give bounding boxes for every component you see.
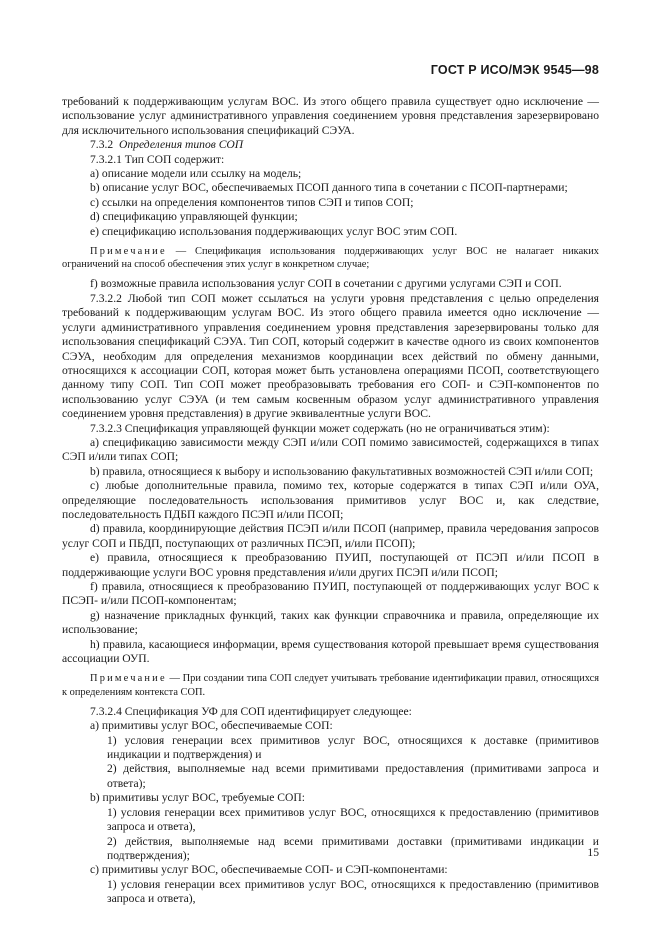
list-item: f) правила, относящиеся к преобразованию ПУИП, поступающей от поддерживающих услуг ВОС к ПСЭП- и/или ПСОП-компонентам; <box>62 580 599 608</box>
note-text: — При создании типа СОП следует учитывать требование идентификации правил, относящихся к определениям контекста СОП. <box>62 673 599 698</box>
standard-header: ГОСТ Р ИСО/МЭК 9545—98 <box>430 63 599 77</box>
list-item: d) спецификацию управляющей функции; <box>90 210 298 224</box>
list-item: c) ссылки на определения компонентов типов СЭП и типов СОП; <box>90 195 414 209</box>
list-item: h) правила, касающиеся информации, время существования которой превышает время существования ассоциации ОУП. <box>62 637 599 666</box>
list-item: d) правила, координирующие действия ПСЭП и/или ПСОП (например, правила чередования запросов услуг СОП и ПБДП, поступающих от различных ПСЭП, и/или ПСОП); <box>62 522 599 550</box>
paragraph: 7.3.2.2 Любой тип СОП может ссылаться на услуги уровня представления с целью определения требований к поддерживающим услугам ВОС. Из этого общего правила имеется одно исключение — услуги административного управления соединением уровня представления зарезервированы только для использования спецификаций СЭУА. Тип СОП, который содержит в качестве одного из своих компонентов СЭУА, необходим для определения механизмов координации всех действий по обмену данными, относящихся к ассоциации СОП, которая может быть установлена операциями ПСОП, соответствующего данному типу СОП. Тип СОП может преобразовывать требования его СОП- и СЭП-компонентов по использованию услуг СЭУА (и тем самым косвенным образом услуг административного управления соединением уровня представления) в другие эквивалентные услуги ВОС. <box>62 291 599 421</box>
list-item: b) правила, относящиеся к выбору и использованию факультативных возможностей СЭП и/или СОП; <box>90 464 594 478</box>
sub-list-item: 2) действия, выполняемые над всеми примитивами предоставления (примитивами запроса и ответа); <box>107 762 599 790</box>
list-item: b) описание услуг ВОС, обеспечиваемых ПСОП данного типа в сочетании с ПСОП-партнерами; <box>90 181 568 195</box>
section-heading-7-3-2 <box>62 138 599 152</box>
list-item: e) правила, относящиеся к преобразованию ПУИП, поступающей от ПСЭП и/или ПСОП в поддерживающие услуги ВОС уровня представления и/или других ПСЭП и/или ПСОП; <box>62 551 599 579</box>
paragraph: 7.3.2.3 Спецификация управляющей функции может содержать (но не ограничиваться этим): <box>90 421 550 435</box>
list-item: b) примитивы услуг ВОС, требуемые СОП: <box>90 791 305 805</box>
list-item: g) назначение прикладных функций, таких как функции справочника и правила, определяющие их использование; <box>62 608 599 637</box>
sub-list-item: 1) условия генерации всех примитивов услуг ВОС, относящихся к предоставлению (примитивов запроса и ответа), <box>107 805 599 834</box>
page-number: 15 <box>587 846 599 859</box>
sub-list-item: 1) условия генерации всех примитивов услуг ВОС, относящихся к доставке (примитивов индикации и подтверждения) и <box>107 733 599 762</box>
section-number: 7.3.2 <box>90 138 114 152</box>
list-item: e) спецификацию использования поддерживающих услуг ВОС этим СОП. <box>90 224 458 238</box>
sub-list-item: 2) действия, выполняемые над всеми примитивами доставки (примитивами индикации и подтверждения); <box>107 834 599 862</box>
note <box>62 672 599 698</box>
document-body <box>62 95 599 907</box>
note-label: Примечание <box>90 673 167 685</box>
list-item: a) описание модели или ссылку на модель; <box>90 167 302 181</box>
note-text: — Спецификация использования поддерживающих услуг ВОС не налагает никаких ограничений на способ обеспечения этих услуг в конкретном случае; <box>62 246 599 271</box>
list-item: c) примитивы услуг ВОС, обеспечиваемые СОП- и СЭП-компонентами: <box>90 863 448 877</box>
list-item: a) примитивы услуг ВОС, обеспечиваемые СОП: <box>90 719 333 733</box>
note-label: Примечание <box>90 246 167 258</box>
paragraph: 7.3.2.1 Тип СОП содержит: <box>90 152 225 166</box>
paragraph: 7.3.2.4 Спецификация УФ для СОП идентифицирует следующее: <box>90 704 412 718</box>
paragraph: требований к поддерживающим услугам ВОС. Из этого общего правила существует одно исключение — использование услуг административного управления соединением уровня представления зарезервировано для исключительного использования спецификаций СЭУА. <box>62 95 599 137</box>
sub-list-item: 1) условия генерации всех примитивов услуг ВОС, относящихся к предоставлению (примитивов запроса и ответа), <box>107 877 599 906</box>
list-item: a) спецификацию зависимости между СЭП и/или СОП помимо зависимостей, содержащихся в типах СЭП и/или типах СОП; <box>62 435 599 464</box>
note <box>62 245 599 271</box>
list-item: f) возможные правила использования услуг СОП в сочетании с другими услугами СЭП и СОП. <box>90 277 562 291</box>
list-item: c) любые дополнительные правила, помимо тех, которые содержатся в типах СЭП и/или ОУА, определяющие последовательность использования примитивов услуг ВОС и, как следствие, последовательность ПДБП каждого ПСЭП и/или ПСОП; <box>62 479 599 521</box>
section-title: Определения типов СОП <box>118 138 244 152</box>
